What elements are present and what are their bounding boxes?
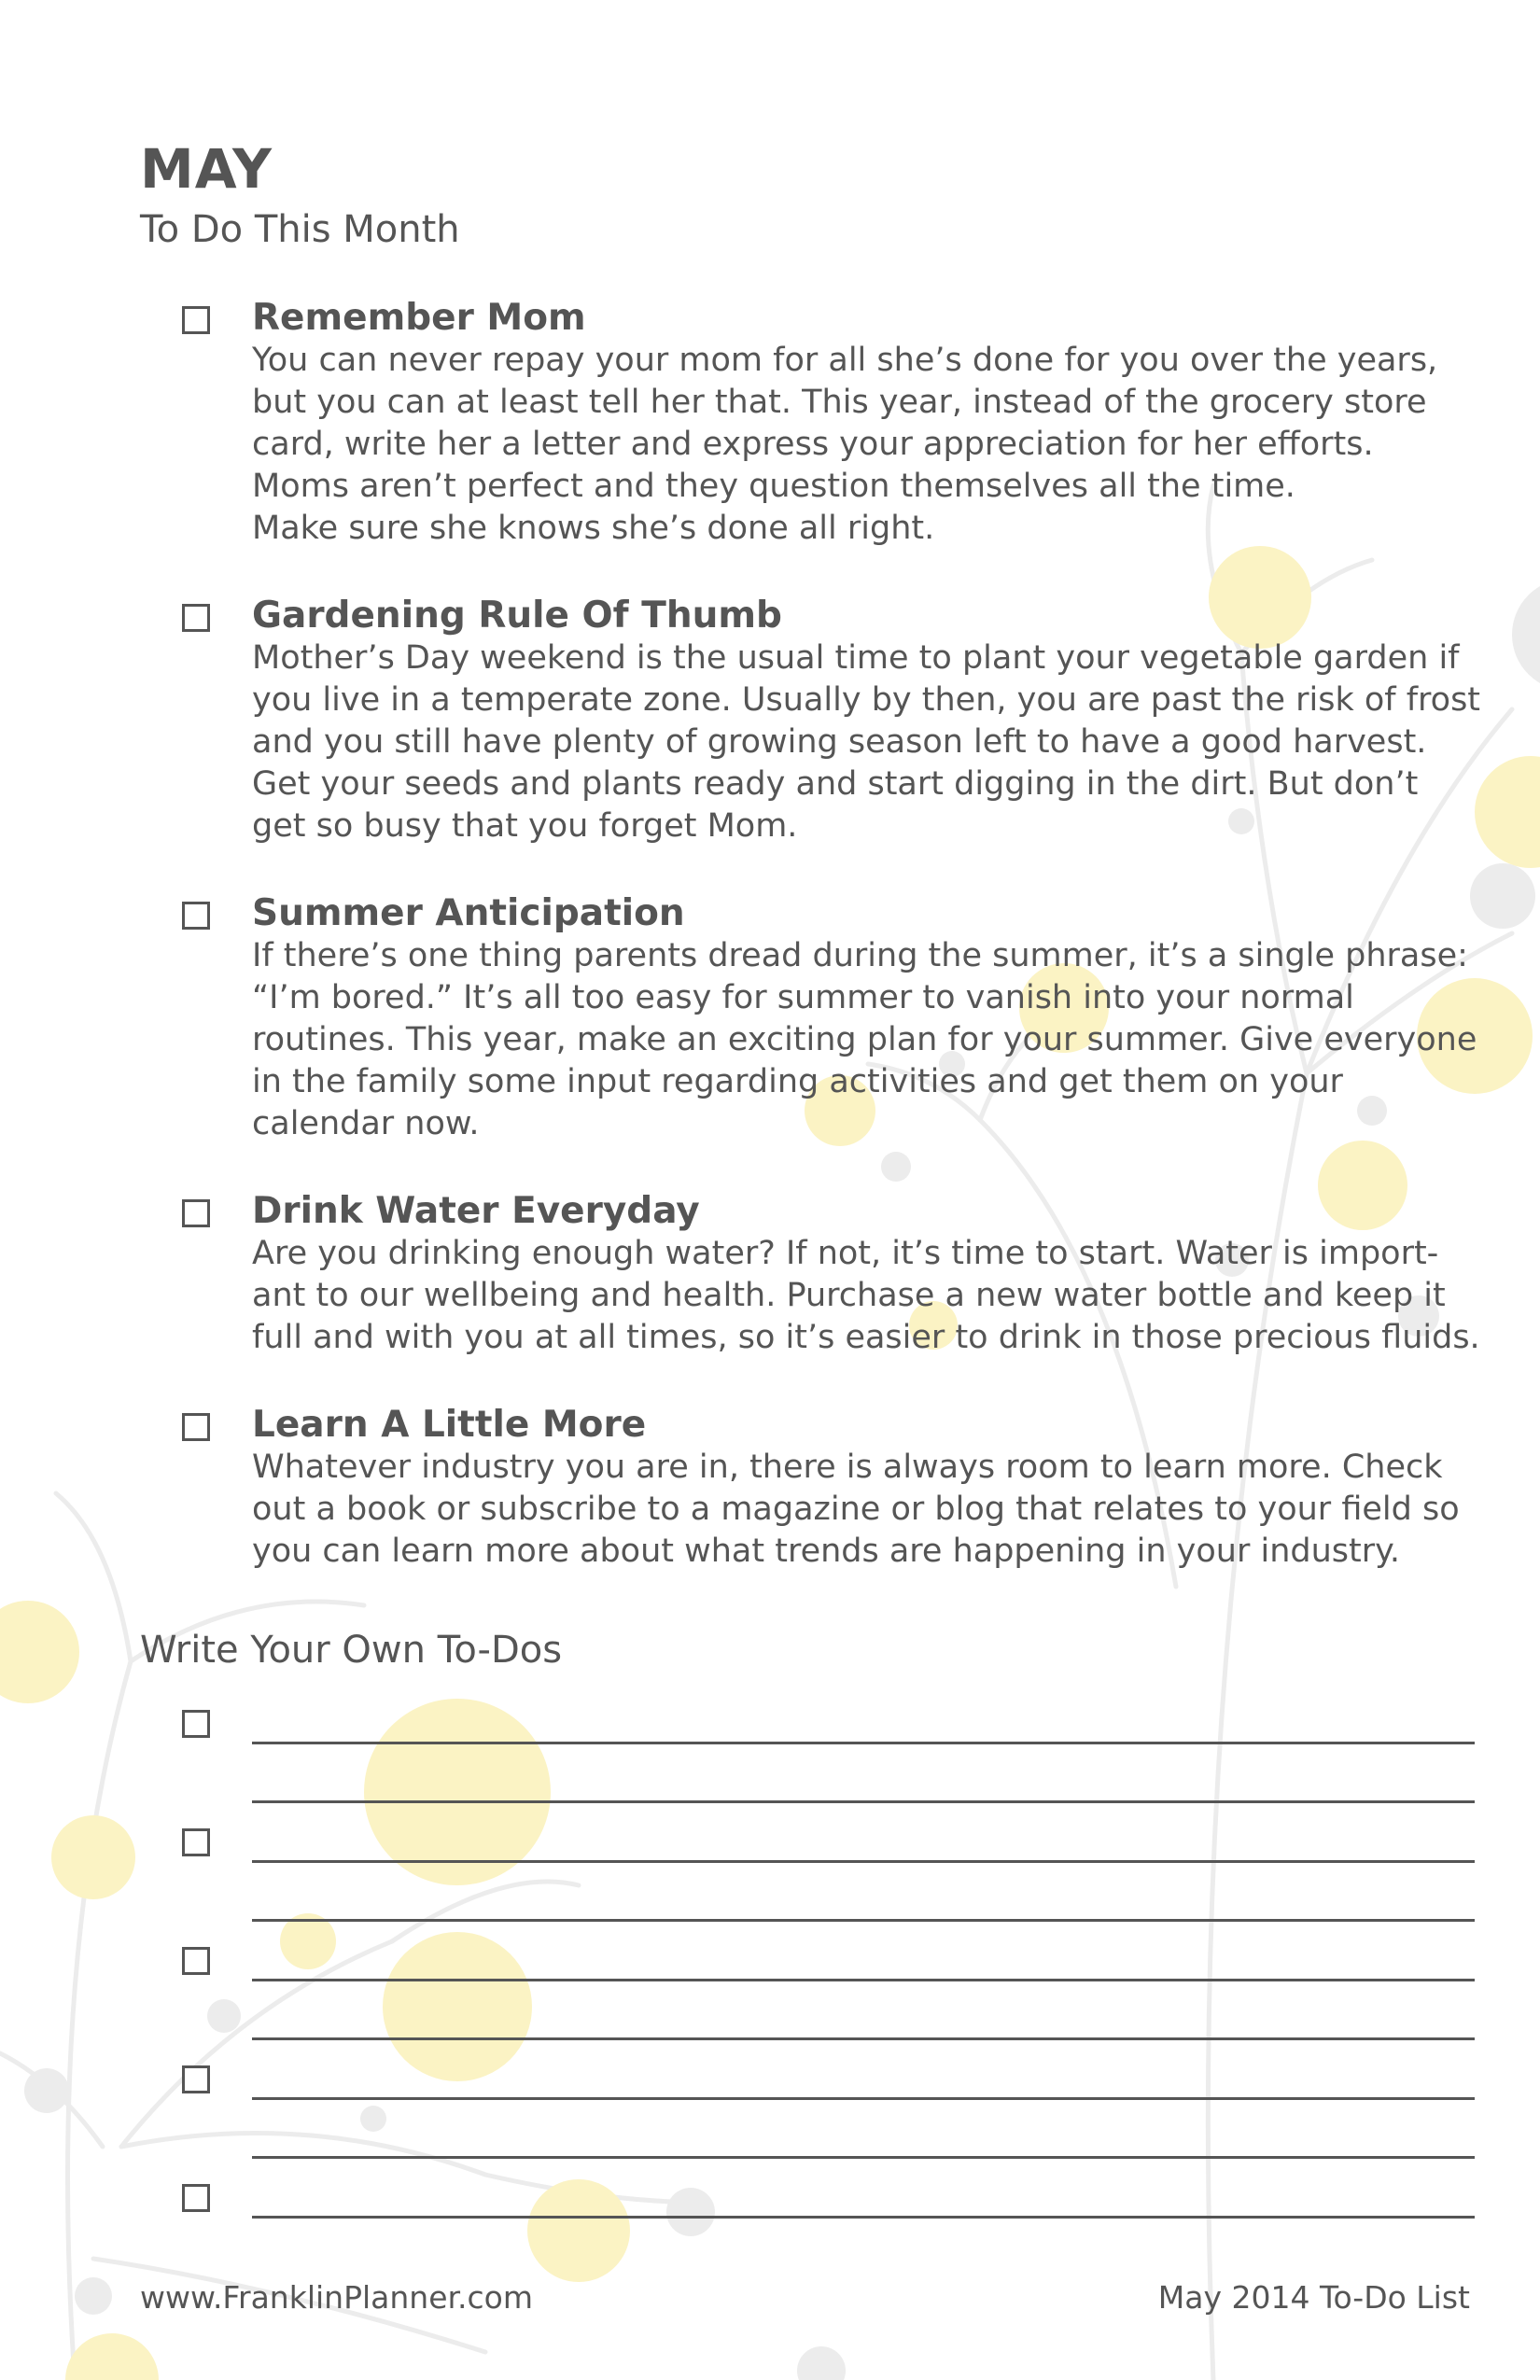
write-in-line[interactable]	[252, 1860, 1475, 1863]
task-checkbox[interactable]	[182, 604, 210, 632]
task-title: Remember Mom	[252, 297, 586, 339]
custom-todo-row	[182, 1943, 1475, 2062]
custom-todo-checkbox[interactable]	[182, 1710, 210, 1738]
task-checkbox[interactable]	[182, 1199, 210, 1227]
custom-todo-checkbox[interactable]	[182, 1947, 210, 1975]
task-item-water	[182, 1190, 1489, 1359]
page-subtitle: To Do This Month	[140, 208, 460, 251]
task-item-remember-mom	[182, 297, 1489, 550]
custom-todo-checkbox[interactable]	[182, 2184, 210, 2212]
task-description: Mother’s Day weekend is the usual time to plant your vegetable garden if you live in a temperate zone. Usually by then, you are past the risk of frost and you still have plenty of growing season left to have a good harvest. Get your seeds and plants ready and start digging in the dirt. But don’t get so busy that you forget Mom.	[252, 639, 1481, 845]
task-description: You can never repay your mom for all she’s done for you over the years, but you can at least tell her that. This year, instead of the grocery store card, write her a letter and express your appreciation for her efforts. Moms aren’t perfect and they question themselves all the time. Make sure she knows she’s done all right.	[252, 342, 1438, 547]
custom-todo-checkbox[interactable]	[182, 2065, 210, 2093]
write-in-line[interactable]	[252, 1979, 1475, 1981]
footer-website-link[interactable]: www.FranklinPlanner.com	[140, 2279, 534, 2316]
task-checkbox[interactable]	[182, 1413, 210, 1441]
task-item-summer	[182, 892, 1489, 1145]
write-in-line[interactable]	[252, 2216, 1475, 2219]
task-checkbox[interactable]	[182, 902, 210, 930]
task-list	[182, 297, 1489, 1617]
footer-page-label: May 2014 To-Do List	[1157, 2279, 1470, 2316]
task-item-learn	[182, 1404, 1489, 1573]
write-in-line[interactable]	[252, 1919, 1475, 1922]
write-in-line[interactable]	[252, 2037, 1475, 2040]
task-title: Gardening Rule Of Thumb	[252, 595, 782, 637]
page-title: MAY	[140, 137, 273, 201]
task-title: Drink Water Everyday	[252, 1190, 700, 1232]
custom-todo-row	[182, 1706, 1475, 1825]
task-description: Whatever industry you are in, there is always room to learn more. Check out a book or subscribe to a magazine or blog that relates to your field so you can learn more about what trends are happening in your industry.	[252, 1449, 1460, 1570]
custom-todo-list	[182, 1706, 1475, 2299]
task-title: Learn A Little More	[252, 1404, 647, 1446]
write-in-line[interactable]	[252, 1742, 1475, 1744]
task-description: If there’s one thing parents dread during the summer, it’s a single phrase: “I’m bored.” It’s all too easy for summer to vanish into your normal routines. This year, make an exciting plan for your summer. Give everyone in the family some input regarding activities and get them on your calendar now.	[252, 937, 1477, 1142]
task-item-gardening	[182, 595, 1489, 847]
task-description: Are you drinking enough water? If not, it’s time to start. Water is import- ant to our wellbeing and health. Purchase a new water bottle and keep it full and with you at all times, so it’s easier to drink in those precious fluids.	[252, 1235, 1480, 1356]
write-in-line[interactable]	[252, 1800, 1475, 1803]
custom-todo-row	[182, 2062, 1475, 2180]
custom-todo-row	[182, 1825, 1475, 1943]
custom-todo-checkbox[interactable]	[182, 1828, 210, 1856]
write-in-line[interactable]	[252, 2097, 1475, 2100]
write-in-line[interactable]	[252, 2156, 1475, 2159]
task-title: Summer Anticipation	[252, 892, 685, 934]
task-checkbox[interactable]	[182, 306, 210, 334]
write-your-own-heading: Write Your Own To-Dos	[140, 1629, 563, 1672]
